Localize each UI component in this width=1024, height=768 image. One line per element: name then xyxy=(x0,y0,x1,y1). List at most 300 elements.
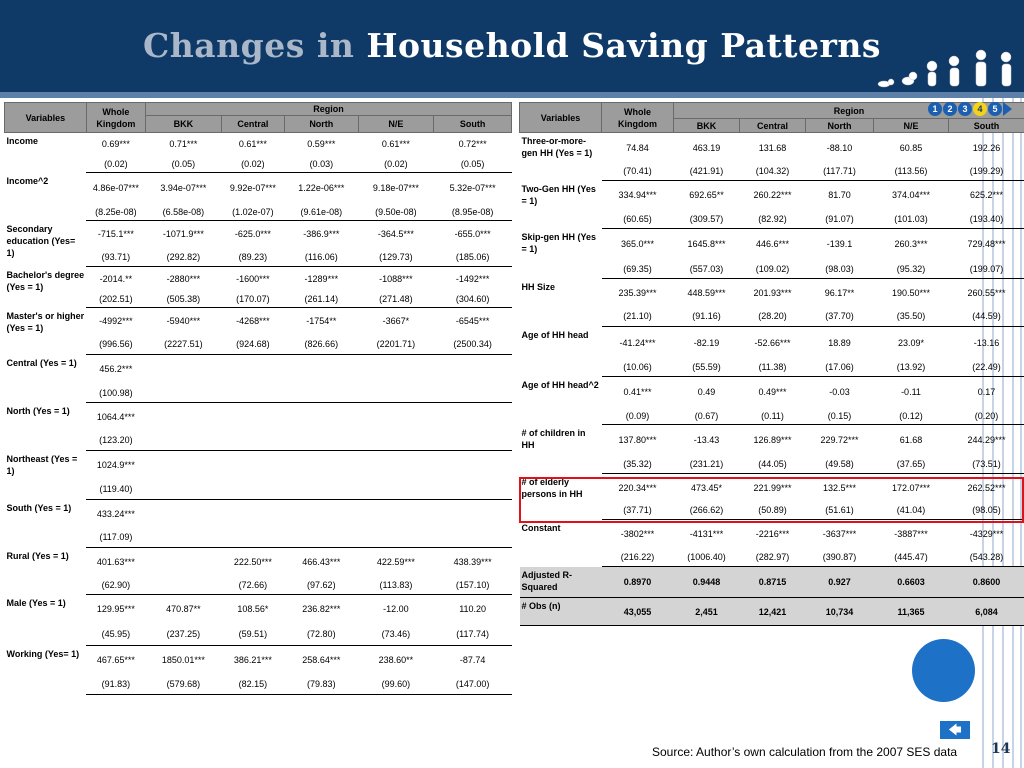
se-cell xyxy=(434,431,512,451)
coef-cell: 96.17** xyxy=(824,287,855,298)
right-regression-table xyxy=(519,102,1024,626)
table-row xyxy=(5,173,512,204)
se-cell: (82.15) xyxy=(221,674,284,695)
se-cell xyxy=(358,384,434,403)
se-cell xyxy=(221,528,284,548)
coef-cell: 0.59*** xyxy=(307,139,336,150)
coef-cell: 172.07*** xyxy=(891,482,931,493)
se-cell: (199.07) xyxy=(949,260,1024,279)
nav-item-5[interactable]: 5 xyxy=(988,102,1002,116)
variable-label: Age of HH head xyxy=(521,329,589,340)
se-cell: (292.82) xyxy=(146,248,222,267)
se-cell: (99.60) xyxy=(358,674,434,695)
se-cell: (0.20) xyxy=(949,408,1024,425)
se-cell: (8.25e-08) xyxy=(86,204,145,221)
coef-cell: -1289*** xyxy=(304,274,339,285)
coef-cell: -386.9*** xyxy=(303,229,340,240)
se-cell xyxy=(358,431,434,451)
se-cell: (93.71) xyxy=(86,248,145,267)
coef-cell: 110.20 xyxy=(459,604,487,615)
coef-cell: 260.3*** xyxy=(894,239,928,250)
variable-label: Three-or-more-gen HH (Yes = 1) xyxy=(521,136,593,158)
coef-cell xyxy=(434,355,512,384)
se-cell: (91.16) xyxy=(674,307,740,327)
stat-value: 2,451 xyxy=(674,598,740,626)
se-cell xyxy=(146,431,222,451)
header-region: Region xyxy=(146,103,512,116)
se-cell: (543.28) xyxy=(949,548,1024,567)
header-region-name: BKK xyxy=(146,116,222,133)
coef-cell xyxy=(285,355,359,384)
coef-cell xyxy=(221,500,284,528)
variable-label: Master's or higher (Yes = 1) xyxy=(6,310,85,333)
coef-cell: -1492*** xyxy=(455,274,490,285)
se-cell: (119.40) xyxy=(86,480,145,500)
se-cell: (0.67) xyxy=(674,408,740,425)
coef-cell xyxy=(434,403,512,431)
coef-cell: 81.70 xyxy=(828,190,851,201)
se-cell: (505.38) xyxy=(146,292,222,308)
header-region-name: Central xyxy=(221,116,284,133)
coef-cell xyxy=(285,403,359,431)
se-cell: (117.74) xyxy=(434,624,512,646)
table-row xyxy=(5,308,512,335)
coef-cell: -655.0*** xyxy=(454,229,491,240)
se-cell: (231.21) xyxy=(674,455,740,474)
variable-label: South (Yes = 1) xyxy=(6,502,72,513)
coef-cell xyxy=(434,500,512,528)
se-cell: (55.59) xyxy=(674,359,740,377)
se-cell: (8.95e-08) xyxy=(434,204,512,221)
se-cell: (557.03) xyxy=(674,260,740,279)
se-cell: (44.59) xyxy=(949,307,1024,327)
coef-cell: 401.63*** xyxy=(96,557,135,568)
se-cell: (261.14) xyxy=(285,292,359,308)
coef-cell: 374.04*** xyxy=(891,190,931,201)
nav-item-4[interactable]: 4 xyxy=(973,102,987,116)
coef-cell: 4.86e-07*** xyxy=(92,183,139,194)
coef-cell: 9.92e-07*** xyxy=(229,183,276,194)
stat-value: 0.6603 xyxy=(874,567,949,598)
header-region-name: N/E xyxy=(358,116,434,133)
coef-cell xyxy=(221,451,284,480)
coef-cell: -1754** xyxy=(306,316,337,327)
stat-value: 0.927 xyxy=(806,567,874,598)
table-row xyxy=(520,181,1024,210)
coef-cell xyxy=(146,500,222,528)
table-row xyxy=(520,520,1024,548)
se-cell: (116.06) xyxy=(285,248,359,267)
se-cell: (117.71) xyxy=(806,163,874,181)
stat-label: # Obs (n) xyxy=(520,598,602,626)
coef-cell: -3887*** xyxy=(894,528,928,539)
coef-cell: 60.85 xyxy=(899,142,923,153)
coef-cell: 74.84 xyxy=(626,142,649,153)
se-cell xyxy=(285,480,359,500)
coef-cell: -13.43 xyxy=(693,434,720,445)
se-cell: (37.71) xyxy=(602,502,674,520)
coef-cell: 334.94*** xyxy=(618,190,657,201)
se-cell: (113.56) xyxy=(874,163,949,181)
nav-item-1[interactable]: 1 xyxy=(928,102,942,116)
se-cell xyxy=(221,384,284,403)
se-cell xyxy=(358,528,434,548)
coef-cell: 0.69*** xyxy=(101,139,130,150)
coef-cell: -625.0*** xyxy=(234,229,271,240)
coef-cell xyxy=(358,451,434,480)
coef-cell: 18.89 xyxy=(828,337,851,348)
se-cell: (41.04) xyxy=(874,502,949,520)
coef-cell: 0.17 xyxy=(977,387,996,398)
se-cell: (0.12) xyxy=(874,408,949,425)
variable-label: Bachelor's degree (Yes = 1) xyxy=(6,269,85,292)
se-cell: (73.46) xyxy=(358,624,434,646)
se-cell: (22.49) xyxy=(949,359,1024,377)
coef-cell: -88.10 xyxy=(826,142,853,153)
coef-cell xyxy=(358,355,434,384)
se-cell: (79.83) xyxy=(285,674,359,695)
coef-cell: -3637*** xyxy=(822,528,857,539)
se-cell: (924.68) xyxy=(221,335,284,355)
table-row xyxy=(520,377,1024,408)
coef-cell: 131.68 xyxy=(758,142,787,153)
variable-label: Rural (Yes = 1) xyxy=(6,550,69,561)
coef-cell xyxy=(285,451,359,480)
coef-cell: -82.19 xyxy=(693,337,720,348)
se-cell: (113.83) xyxy=(358,577,434,595)
se-cell xyxy=(221,480,284,500)
variable-label: Male (Yes = 1) xyxy=(6,597,66,608)
se-cell xyxy=(358,480,434,500)
table-row xyxy=(5,133,512,156)
coef-cell xyxy=(221,403,284,431)
coef-cell: 0.61*** xyxy=(381,139,410,150)
header-whole-kingdom: Whole Kingdom xyxy=(86,103,145,133)
se-cell: (271.48) xyxy=(358,292,434,308)
se-cell: (193.40) xyxy=(949,210,1024,229)
se-cell: (44.05) xyxy=(740,455,806,474)
slide-navigator xyxy=(928,102,1012,118)
se-cell: (0.03) xyxy=(285,156,359,173)
se-cell: (73.51) xyxy=(949,455,1024,474)
coef-cell: 0.41*** xyxy=(623,387,652,398)
coef-cell: 201.93*** xyxy=(753,287,792,298)
coef-cell xyxy=(285,500,359,528)
stat-value: 0.8715 xyxy=(740,567,806,598)
coef-cell: 126.89*** xyxy=(753,434,792,445)
variable-label: # of elderly persons in HH xyxy=(521,476,583,499)
coef-cell: -6545*** xyxy=(455,316,490,327)
se-cell xyxy=(221,431,284,451)
coef-cell: 1850.01*** xyxy=(161,654,205,665)
coef-cell: -41.24*** xyxy=(619,337,656,348)
se-cell: (51.61) xyxy=(806,502,874,520)
coef-cell: -4268*** xyxy=(236,316,270,327)
coef-cell xyxy=(221,355,284,384)
coef-cell: 625.2*** xyxy=(970,190,1004,201)
se-cell: (35.50) xyxy=(874,307,949,327)
se-cell: (170.07) xyxy=(221,292,284,308)
se-cell: (82.92) xyxy=(740,210,806,229)
se-cell xyxy=(146,528,222,548)
se-cell xyxy=(146,384,222,403)
variable-label: Skip-gen HH (Yes = 1) xyxy=(521,231,597,254)
se-cell: (117.09) xyxy=(86,528,145,548)
coef-cell: 1.22e-06*** xyxy=(298,183,345,194)
coef-cell: 0.49*** xyxy=(758,387,787,398)
arrow-left-icon: 🡄 xyxy=(948,722,962,737)
coef-cell: 3.94e-07*** xyxy=(160,183,207,194)
coef-cell: 192.26 xyxy=(972,142,1001,153)
coef-cell xyxy=(358,500,434,528)
header-variables: Variables xyxy=(520,103,602,133)
header-region-name: South xyxy=(949,119,1024,133)
se-cell: (996.56) xyxy=(86,335,145,355)
life-stages-figures-icon xyxy=(876,48,1024,94)
coef-cell: 467.65*** xyxy=(96,654,135,665)
coef-cell: 132.5*** xyxy=(822,482,857,493)
se-cell: (98.03) xyxy=(806,260,874,279)
coef-cell: 108.56* xyxy=(237,604,269,615)
se-cell: (2227.51) xyxy=(146,335,222,355)
back-button[interactable] xyxy=(940,721,970,739)
se-cell xyxy=(434,480,512,500)
se-cell: (1.02e-07) xyxy=(221,204,284,221)
se-cell: (50.89) xyxy=(740,502,806,520)
stat-value: 6,084 xyxy=(949,598,1024,626)
coef-cell: 0.71*** xyxy=(169,139,198,150)
coef-cell: 262.52*** xyxy=(967,482,1006,493)
header-region: Region xyxy=(674,103,1024,119)
table-row xyxy=(520,279,1024,307)
se-cell: (266.62) xyxy=(674,502,740,520)
header-region-name: North xyxy=(285,116,359,133)
stat-value: 10,734 xyxy=(806,598,874,626)
header-whole-kingdom: Whole Kingdom xyxy=(602,103,674,133)
se-cell: (21.10) xyxy=(602,307,674,327)
se-cell: (109.02) xyxy=(740,260,806,279)
header-variables: Variables xyxy=(5,103,87,133)
se-cell: (579.68) xyxy=(146,674,222,695)
se-cell: (101.03) xyxy=(874,210,949,229)
coef-cell: -4131*** xyxy=(689,528,724,539)
se-cell: (216.22) xyxy=(602,548,674,567)
coef-cell: -0.03 xyxy=(829,387,850,398)
se-cell: (0.09) xyxy=(602,408,674,425)
coef-cell: 463.19 xyxy=(692,142,721,153)
se-cell: (70.41) xyxy=(602,163,674,181)
coef-cell: -3667* xyxy=(382,316,410,327)
table-row xyxy=(5,355,512,384)
nav-item-3[interactable]: 3 xyxy=(958,102,972,116)
se-cell: (0.05) xyxy=(434,156,512,173)
coef-cell: 258.64*** xyxy=(302,654,341,665)
se-cell xyxy=(146,480,222,500)
coef-cell: 422.59*** xyxy=(376,557,415,568)
coef-cell: -139.1 xyxy=(826,239,853,250)
se-cell: (0.02) xyxy=(86,156,145,173)
stat-value: 0.8970 xyxy=(602,567,674,598)
se-cell xyxy=(285,431,359,451)
se-cell: (100.98) xyxy=(86,384,145,403)
se-cell: (49.58) xyxy=(806,455,874,474)
coef-cell: 238.60** xyxy=(378,654,414,665)
se-cell: (6.58e-08) xyxy=(146,204,222,221)
coef-cell: -87.74 xyxy=(459,654,486,665)
decor-circle xyxy=(912,639,975,702)
coef-cell: 365.0*** xyxy=(620,239,655,250)
se-cell: (309.57) xyxy=(674,210,740,229)
coef-cell: 137.80*** xyxy=(618,434,657,445)
se-cell: (304.60) xyxy=(434,292,512,308)
variable-label: Constant xyxy=(521,522,561,533)
coef-cell: 222.50*** xyxy=(233,557,272,568)
se-cell: (97.62) xyxy=(285,577,359,595)
se-cell: (37.65) xyxy=(874,455,949,474)
highlight-elderly-row xyxy=(519,477,1024,523)
se-cell: (157.10) xyxy=(434,577,512,595)
se-cell: (129.73) xyxy=(358,248,434,267)
coef-cell: -12.00 xyxy=(383,604,409,615)
nav-item-2[interactable]: 2 xyxy=(943,102,957,116)
coef-cell: -1071.9*** xyxy=(162,229,204,240)
coef-cell: 0.72*** xyxy=(458,139,487,150)
coef-cell: -3802*** xyxy=(620,528,655,539)
coef-cell: 5.32e-07*** xyxy=(449,183,496,194)
se-cell: (104.32) xyxy=(740,163,806,181)
header-region-name: N/E xyxy=(874,119,949,133)
coef-cell: 23.09* xyxy=(897,337,925,348)
se-cell: (202.51) xyxy=(86,292,145,308)
coef-cell: 729.48*** xyxy=(967,239,1006,250)
se-cell: (826.66) xyxy=(285,335,359,355)
coef-cell: 0.49 xyxy=(697,387,716,398)
coef-cell: 466.43*** xyxy=(302,557,341,568)
variable-label: # of children in HH xyxy=(521,427,586,450)
coef-cell: 9.18e-07*** xyxy=(372,183,419,194)
coef-cell: 236.82*** xyxy=(302,604,341,615)
se-cell xyxy=(434,384,512,403)
se-cell: (123.20) xyxy=(86,431,145,451)
coef-cell xyxy=(146,403,222,431)
se-cell: (91.07) xyxy=(806,210,874,229)
coef-cell: -2014.** xyxy=(99,274,133,285)
coef-cell: 221.99*** xyxy=(753,482,792,493)
coef-cell: -2880*** xyxy=(166,274,201,285)
table-row xyxy=(520,425,1024,455)
coef-cell: 260.55*** xyxy=(967,287,1006,298)
se-cell: (37.70) xyxy=(806,307,874,327)
stat-value: 43,055 xyxy=(602,598,674,626)
se-cell xyxy=(434,528,512,548)
se-cell: (13.92) xyxy=(874,359,949,377)
variable-label: Northeast (Yes = 1) xyxy=(6,453,78,476)
se-cell: (35.32) xyxy=(602,455,674,474)
se-cell: (2500.34) xyxy=(434,335,512,355)
coef-cell: 129.95*** xyxy=(96,604,135,615)
se-cell: (0.05) xyxy=(146,156,222,173)
se-cell: (2201.71) xyxy=(358,335,434,355)
coef-cell: -5940*** xyxy=(166,316,201,327)
coef-cell: 433.24*** xyxy=(96,508,135,519)
se-cell: (0.02) xyxy=(221,156,284,173)
coef-cell: 1064.4*** xyxy=(96,411,135,422)
se-cell: (17.06) xyxy=(806,359,874,377)
coef-cell: 229.72*** xyxy=(820,434,859,445)
coef-cell: 1024.9*** xyxy=(96,460,135,471)
stats-row xyxy=(520,567,1024,598)
table-row xyxy=(5,267,512,292)
table-row xyxy=(520,229,1024,260)
coef-cell: 438.39*** xyxy=(453,557,492,568)
coef-cell: -0.11 xyxy=(901,387,921,398)
title-bar-stripe xyxy=(0,92,1024,98)
variable-label: North (Yes = 1) xyxy=(6,405,70,416)
header-region-name: BKK xyxy=(674,119,740,133)
table-row xyxy=(5,451,512,480)
coef-cell: 473.45* xyxy=(690,482,723,493)
header-region-name: North xyxy=(806,119,874,133)
stat-value: 0.8600 xyxy=(949,567,1024,598)
page-title xyxy=(0,26,1024,65)
table-row xyxy=(5,548,512,577)
table-row xyxy=(520,133,1024,163)
coef-cell xyxy=(358,403,434,431)
se-cell: (98.05) xyxy=(949,502,1024,520)
variable-label: HH Size xyxy=(521,281,556,292)
se-cell: (0.11) xyxy=(740,408,806,425)
table-row xyxy=(5,500,512,528)
se-cell: (89.23) xyxy=(221,248,284,267)
variable-label: Two-Gen HH (Yes = 1) xyxy=(521,183,596,206)
coef-cell: -4992*** xyxy=(99,316,133,327)
coef-cell: -1088*** xyxy=(379,274,413,285)
se-cell: (0.15) xyxy=(806,408,874,425)
coef-cell: 448.59*** xyxy=(687,287,726,298)
nav-arrow-icon xyxy=(1003,102,1012,116)
coef-cell: 220.34*** xyxy=(618,482,657,493)
variable-label: Age of HH head^2 xyxy=(521,379,599,390)
se-cell: (45.95) xyxy=(86,624,145,646)
coef-cell xyxy=(146,355,222,384)
se-cell: (28.20) xyxy=(740,307,806,327)
table-row xyxy=(520,327,1024,359)
se-cell: (390.87) xyxy=(806,548,874,567)
stat-value: 11,365 xyxy=(874,598,949,626)
coef-cell xyxy=(146,451,222,480)
coef-cell: 692.65** xyxy=(689,190,724,201)
coef-cell: -52.66*** xyxy=(754,337,791,348)
se-cell: (10.06) xyxy=(602,359,674,377)
coef-cell: 190.50*** xyxy=(891,287,931,298)
coef-cell: 1645.8*** xyxy=(687,239,726,250)
coef-cell: 386.21*** xyxy=(233,654,272,665)
coef-cell: -13.16 xyxy=(973,337,1000,348)
coef-cell xyxy=(146,548,222,577)
title-part-2: Household Saving Patterns xyxy=(366,26,881,65)
se-cell: (199.29) xyxy=(949,163,1024,181)
coef-cell xyxy=(434,451,512,480)
se-cell xyxy=(285,528,359,548)
variable-label: Income xyxy=(6,136,39,146)
se-cell: (69.35) xyxy=(602,260,674,279)
coef-cell: 456.2*** xyxy=(99,364,133,375)
se-cell: (59.51) xyxy=(221,624,284,646)
se-cell: (147.00) xyxy=(434,674,512,695)
se-cell: (62.90) xyxy=(86,577,145,595)
se-cell: (237.25) xyxy=(146,624,222,646)
se-cell: (9.61e-08) xyxy=(285,204,359,221)
